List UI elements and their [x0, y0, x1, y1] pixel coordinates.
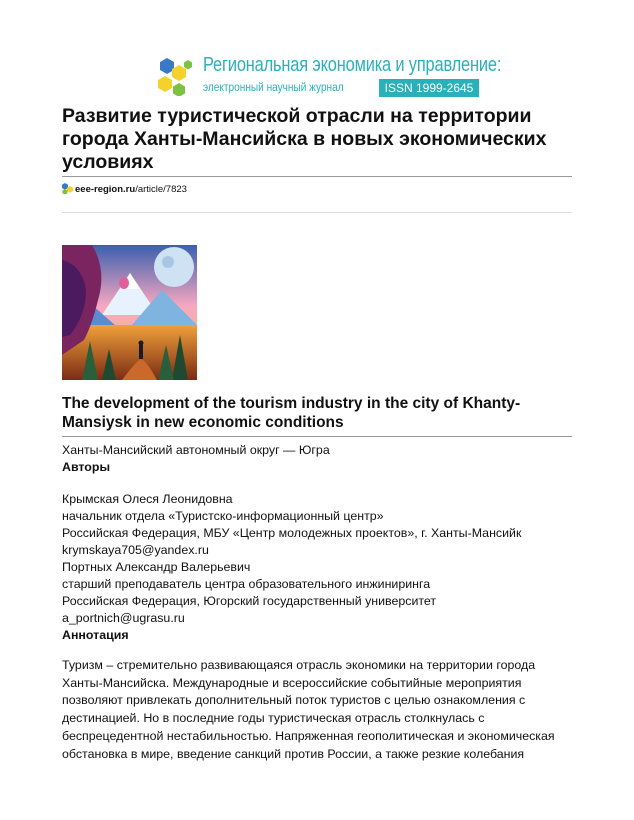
source-link[interactable] [62, 183, 187, 195]
source-path[interactable]: /article/7823 [135, 184, 187, 195]
author-1-affiliation: Российская Федерация, МБУ «Центр молодежных проектов», г. Ханты-Мансийк [62, 526, 522, 540]
title-divider [62, 176, 572, 177]
author-2-position: старший преподаватель центра образовательного инжиниринга [62, 577, 431, 591]
author-2-affiliation: Российская Федерация, Югорский государственный университет [62, 594, 437, 608]
abstract-line: обстановка в мире, введение санкций против России, а также резкие колебания [62, 746, 525, 761]
journal-header [155, 54, 502, 100]
author-2-name: Портных Александр Валерьевич [62, 560, 251, 574]
article-title: Развитие туристической отрасли на территории города Ханты-Мансийска в новых экономических условиях [62, 105, 547, 173]
journal-name: Региональная экономика и управление: [203, 54, 502, 76]
abstract-line: беспрецедентной нестабильностью. Напряженная геополитическая и экономическая [62, 728, 555, 743]
author-1-position: начальник отдела «Туристско-информационный центр» [62, 509, 384, 523]
issn-badge: ISSN 1999-2645 [379, 79, 479, 97]
abstract-line: Туризм – стремительно развивающаяся отрасль экономики на территории города [62, 658, 536, 672]
source-divider [62, 212, 572, 213]
abstract-line: Ханты-Мансийска. Международные и всероссийские событийные мероприятия [62, 675, 522, 690]
journal-subtitle: электронный научный журнал [203, 80, 344, 94]
abstract-heading: Аннотация [62, 628, 129, 642]
author-1-name: Крымская Олеся Леонидовна [62, 492, 233, 506]
abstract-line: дестинацией. Но в последние годы туристическая отрасль столкнулась с [62, 711, 485, 726]
region: Ханты-Мансийский автономный округ — Югра [62, 443, 330, 457]
authors-heading: Авторы [62, 460, 111, 474]
mountain-landscape-illustration [62, 245, 197, 380]
author-1-email[interactable]: krymskaya705@yandex.ru [62, 543, 209, 557]
source-site[interactable]: eee-region.ru [75, 184, 136, 195]
abstract-line: позволяют привлекать дополнительный поток туристов с целью ознакомления с [62, 693, 526, 708]
author-2-email[interactable]: a_portnich@ugrasu.ru [62, 611, 185, 625]
article-title-english: The development of the tourism industry in the city of Khanty-Mansiysk in new economic conditions [62, 395, 521, 431]
abstract-body [62, 657, 582, 763]
site-favicon-icon [62, 183, 73, 194]
english-title-divider [62, 436, 572, 437]
journal-logo-icon [155, 56, 195, 96]
